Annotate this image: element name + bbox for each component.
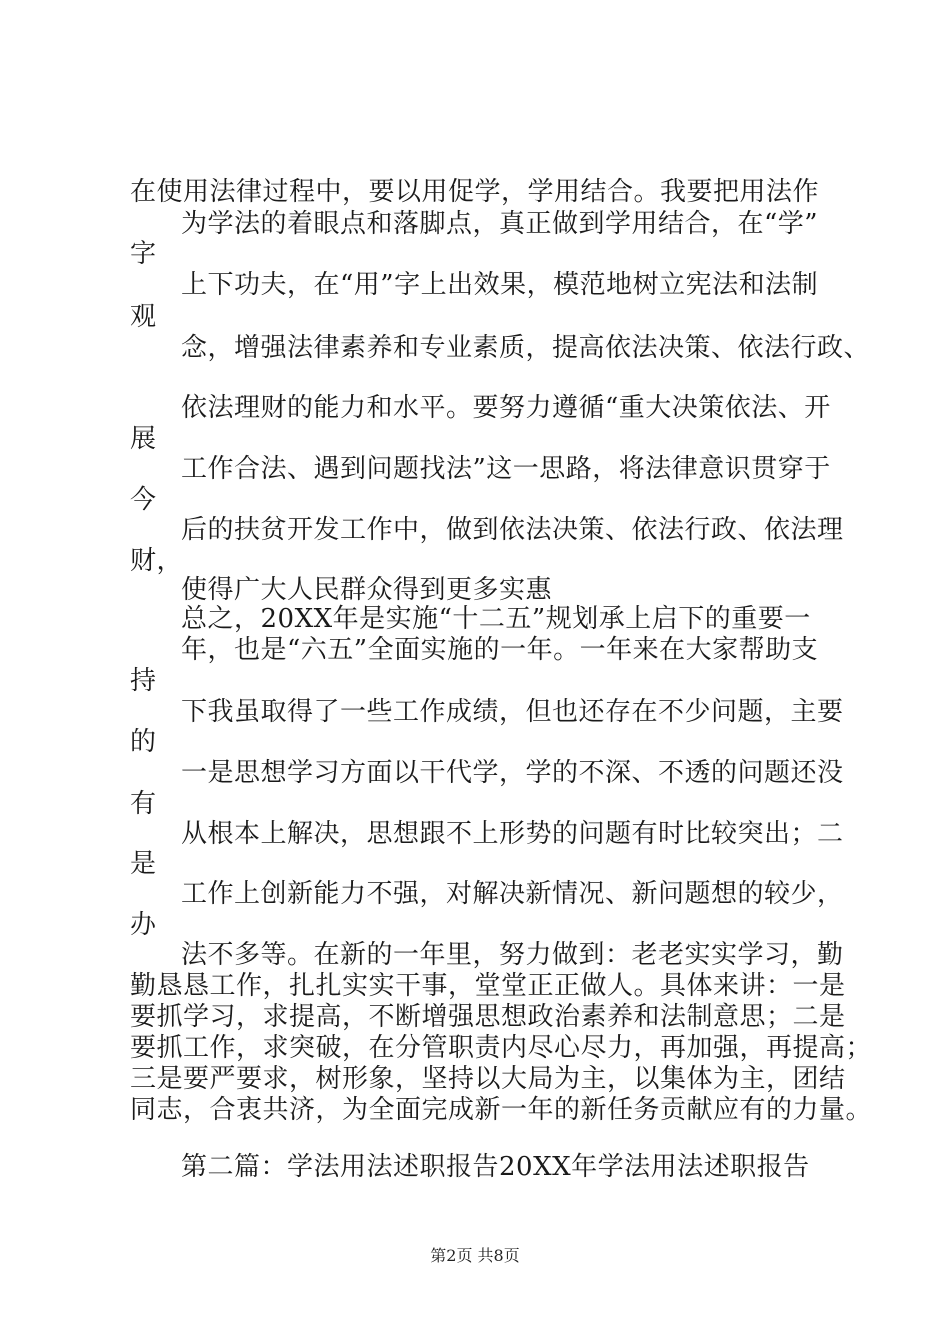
body-line: 是 [130,849,157,879]
body-line: 下我虽取得了一些工作成绩，但也还存在不少问题，主要 [181,697,844,727]
body-line: 后的扶贫开发工作中，做到依法决策、依法行政、依法理 [181,515,844,545]
body-line: 为学法的着眼点和落脚点，真正做到学用结合，在“学” [181,209,819,239]
body-line: 念，增强法律素养和专业素质，提高依法决策、依法行政、 [181,333,871,363]
body-line: 一是思想学习方面以干代学，学的不深、不透的问题还没 [181,758,844,788]
body-line: 展 [130,424,157,454]
body-line: 从根本上解决，思想跟不上形势的问题有时比较突出；二 [181,819,844,849]
body-line: 依法理财的能力和水平。要努力遵循“重大决策依法、开 [181,393,831,423]
body-line: 有 [130,789,157,819]
body-line: 总之，20XX年是实施“十二五”规划承上启下的重要一 [181,604,811,634]
body-line: 勤恳恳工作，扎扎实实干事，堂堂正正做人。具体来讲：一是 [130,971,846,1001]
body-line: 工作上创新能力不强，对解决新情况、新问题想的较少， [181,879,844,909]
body-line: 在使用法律过程中，要以用促学，学用结合。我要把用法作 [130,177,820,207]
body-line: 观 [130,302,157,332]
body-line: 要抓学习，求提高，不断增强思想政治素养和法制意思；二是 [130,1002,846,1032]
body-line: 三是要严要求，树形象，坚持以大局为主，以集体为主，团结 [130,1064,846,1094]
body-line: 要抓工作，求突破，在分管职责内尽心尽力，再加强，再提高； [130,1033,873,1063]
body-line: 今 [130,485,157,515]
body-line: 办 [130,910,157,940]
body-line: 同志，合衷共济，为全面完成新一年的新任务贡献应有的力量。 [130,1095,873,1125]
body-line: 使得广大人民群众得到更多实惠 [181,575,553,605]
body-line: 的 [130,727,157,757]
body-line: 持 [130,666,157,696]
body-line: 工作合法、遇到问题找法”这一思路，将法律意识贯穿于 [181,454,831,484]
body-line: 年，也是“六五”全面实施的一年。一年来在大家帮助支 [181,635,819,665]
body-line: 字 [130,239,157,269]
section-heading: 第二篇：学法用法述职报告20XX年学法用法述职报告 [181,1152,810,1182]
body-line: 上下功夫，在“用”字上出效果，模范地树立宪法和法制 [181,270,819,300]
body-line: 财， [130,546,184,576]
body-line: 法不多等。在新的一年里，努力做到：老老实实学习，勤 [181,940,844,970]
page-footer: 第2页 共8页 [430,1246,520,1265]
